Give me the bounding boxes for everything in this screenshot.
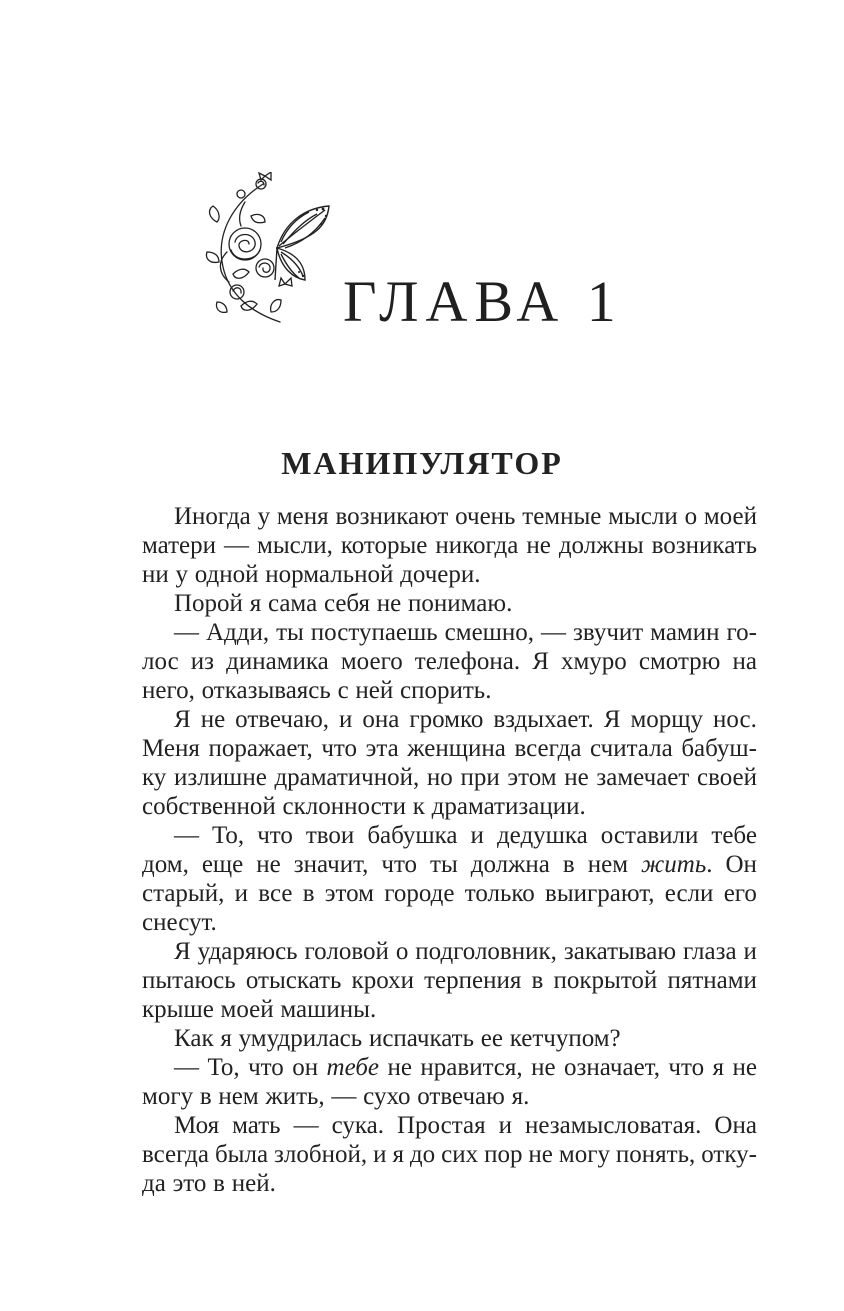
text-line: Я не отвечаю, и она громко вздыхает. Я морщу нос. xyxy=(174,706,757,733)
text-line: лос из динамика моего телефона. Я хмуро смотрю на xyxy=(142,648,757,675)
paragraph xyxy=(142,705,757,821)
text-line: дом, еще не значит, что ты должна в нем жить. Он xyxy=(142,851,757,878)
chapter-subtitle: МАНИПУЛЯТОР xyxy=(281,445,563,481)
text-line: старый, и все в этом городе только выиграют, если его xyxy=(142,880,757,907)
text-line: Порой я сама себя не понимаю. xyxy=(174,590,513,617)
text-line: пытаюсь отыскать крохи терпения в покрытой пятнами xyxy=(142,967,757,994)
text-line: Я ударяюсь головой о подголовник, закатываю глаза и xyxy=(174,938,757,965)
text-line: Как я умудрилась испачкать ее кетчупом? xyxy=(174,1025,621,1052)
paragraph xyxy=(142,1111,757,1198)
text-line: могу в нем жить, — сухо отвечаю я. xyxy=(142,1083,530,1110)
paragraph xyxy=(142,589,757,618)
text-line: — То, что он тебе не нравится, не означает, что я не xyxy=(174,1054,757,1081)
rose-butterfly-ornament xyxy=(205,172,345,332)
paragraph xyxy=(142,502,757,589)
text-line: Иногда у меня возникают очень темные мысли о моей xyxy=(174,503,757,530)
text-line: снесут. xyxy=(142,909,217,936)
text-line: — То, что твои бабушка и дедушка оставили тебе xyxy=(174,822,757,849)
text-line: да это в ней. xyxy=(142,1170,276,1197)
text-line: Моя мать — сука. Простая и незамысловатая. Она xyxy=(174,1112,757,1139)
text-line: Меня поражает, что эта женщина всегда считала бабуш- xyxy=(142,735,757,762)
text-line: — Адди, ты поступаешь смешно, — звучит мамин го- xyxy=(174,619,757,646)
text-line: ни у одной нормальной дочери. xyxy=(142,561,481,588)
text-line: ку излишне драматичной, но при этом не замечает своей xyxy=(142,764,757,791)
text-line: крыше моей машины. xyxy=(142,996,377,1023)
paragraph xyxy=(142,937,757,1024)
text-line: него, отказываясь с ней спорить. xyxy=(142,677,492,704)
text-line: собственной склонности к драматизации. xyxy=(142,793,586,820)
paragraph xyxy=(142,618,757,705)
paragraph xyxy=(142,1024,757,1053)
paragraph xyxy=(142,821,757,937)
text-line: матери — мысли, которые никогда не должны возникать xyxy=(142,532,757,559)
chapter-title: ГЛАВА 1 xyxy=(343,268,623,334)
paragraph xyxy=(142,1053,757,1111)
text-line: всегда была злобной, и я до сих пор не могу понять, отку- xyxy=(142,1141,757,1168)
body-text xyxy=(142,502,757,1198)
